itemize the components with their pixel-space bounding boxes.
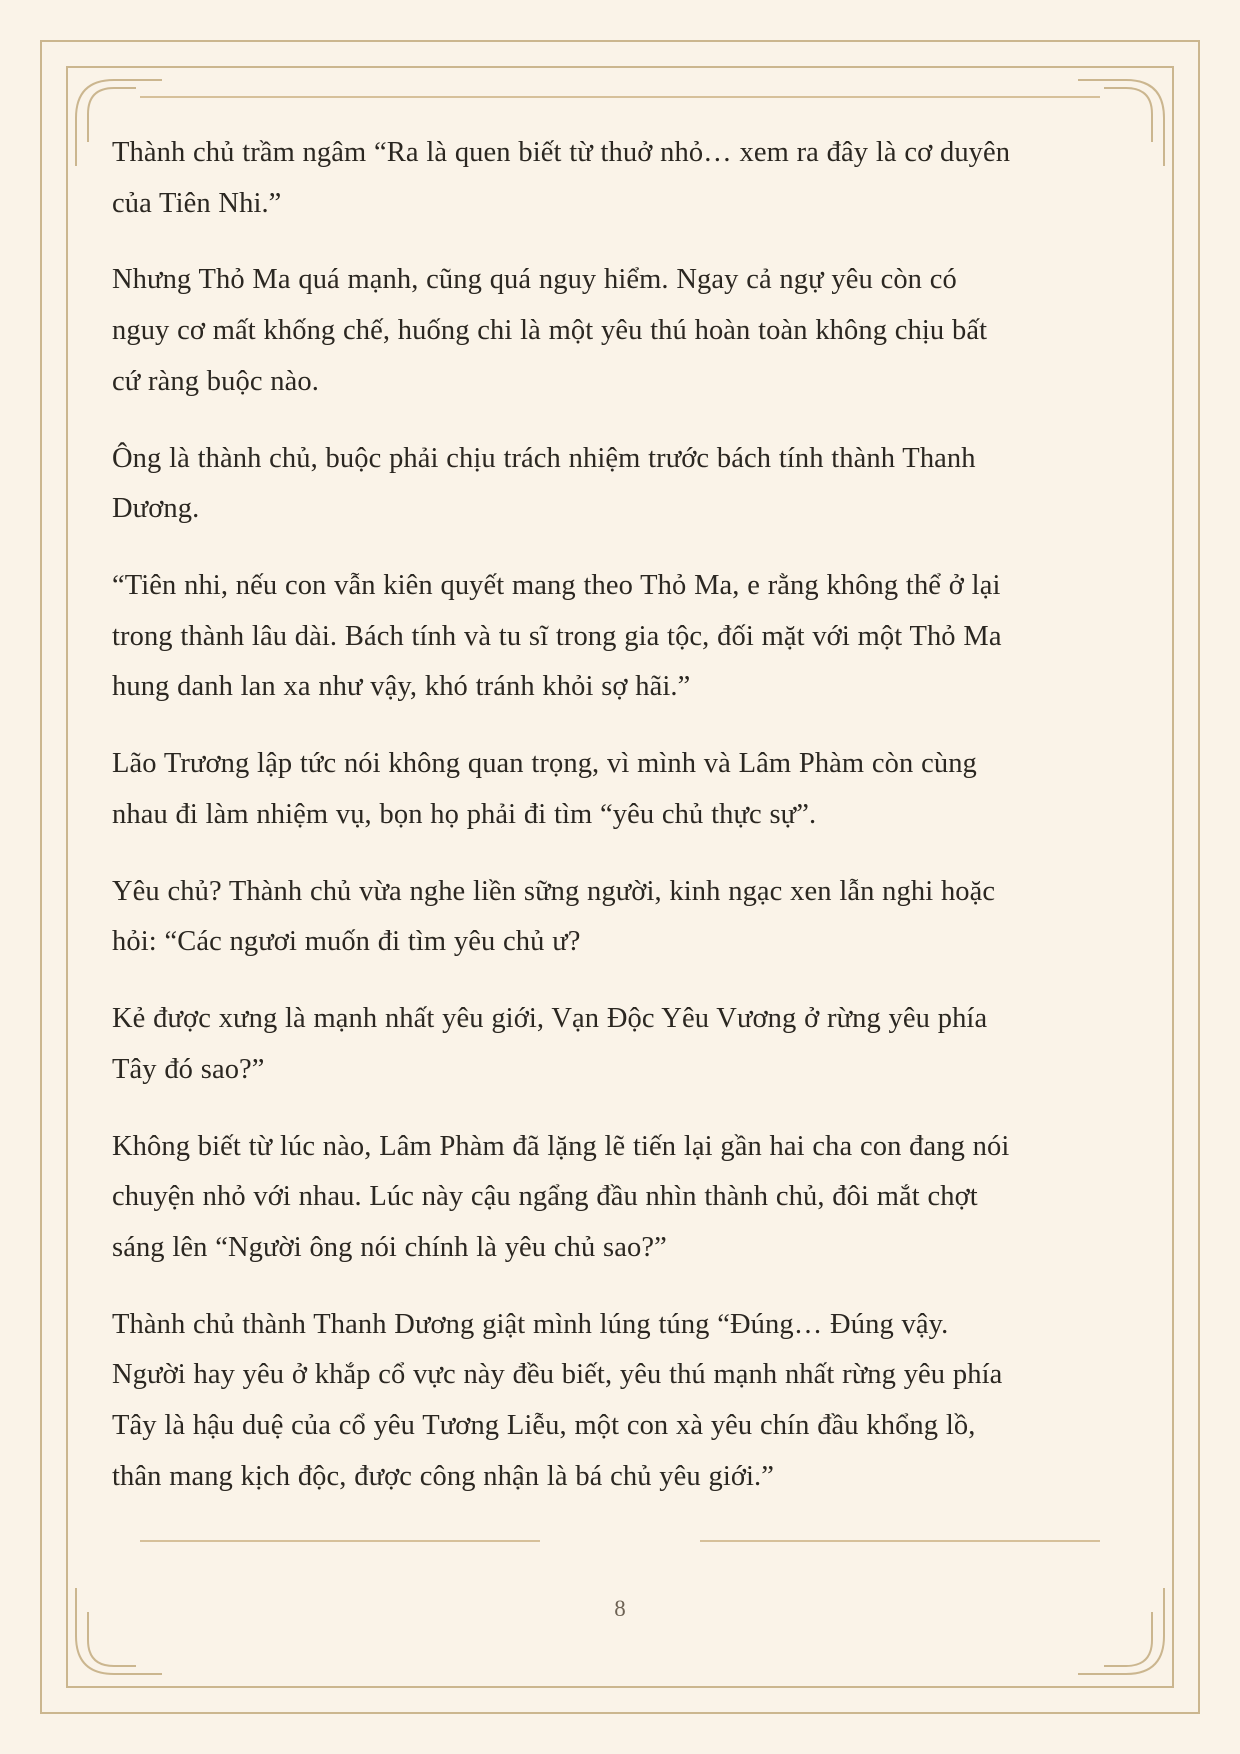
corner-ornament-bottom-right-icon	[1064, 1578, 1174, 1688]
paragraph: Không biết từ lúc nào, Lâm Phàm đã lặng lẽ tiến lại gần hai cha con đang nói chuyện nhỏ với nhau. Lúc này cậu ngẩng đầu nhìn thành chủ, đôi mắt chợt sáng lên “Người ông nói chính là yêu chủ sao?”	[112, 1130, 1010, 1263]
footer-divider-left	[140, 1540, 540, 1542]
footer-divider-right	[700, 1540, 1100, 1542]
paragraph: Thành chủ trầm ngâm “Ra là quen biết từ thuở nhỏ… xem ra đây là cơ duyên của Tiên Nhi.”	[112, 137, 1011, 219]
page-footer	[0, 1596, 1240, 1622]
paragraph: Nhưng Thỏ Ma quá mạnh, cũng quá nguy hiểm. Ngay cả ngự yêu còn có nguy cơ mất khống chế, huống chi là một yêu thú hoàn toàn không chịu bất cứ ràng buộc nào.	[112, 264, 988, 397]
page-number: 8	[614, 1596, 626, 1621]
page-text-body	[112, 128, 1012, 1529]
paragraph: Ông là thành chủ, buộc phải chịu trách nhiệm trước bách tính thành Thanh Dương.	[112, 442, 976, 525]
paragraph: “Tiên nhi, nếu con vẫn kiên quyết mang theo Thỏ Ma, e rằng không thể ở lại trong thành lâu dài. Bách tính và tu sĩ trong gia tộc, đối mặt với một Thỏ Ma hung danh lan xa như vậy, khó tránh khỏi sợ hãi.”	[112, 570, 1002, 703]
paragraph: Thành chủ thành Thanh Dương giật mình lúng túng “Đúng… Đúng vậy. Người hay yêu ở khắp cổ vực này đều biết, yêu thú mạnh nhất rừng yêu phía Tây là hậu duệ của cổ yêu Tương Liễu, một con xà yêu chín đầu khổng lồ, thân mang kịch độc, được công nhận là bá chủ yêu giới.”	[112, 1308, 1003, 1492]
paragraph: Kẻ được xưng là mạnh nhất yêu giới, Vạn Độc Yêu Vương ở rừng yêu phía Tây đó sao?”	[112, 1003, 988, 1085]
paragraph: Lão Trương lập tức nói không quan trọng, vì mình và Lâm Phàm còn cùng nhau đi làm nhiệm vụ, bọn họ phải đi tìm “yêu chủ thực sự”.	[112, 748, 977, 830]
corner-ornament-top-right-icon	[1064, 66, 1174, 176]
paragraph: Yêu chủ? Thành chủ vừa nghe liền sững người, kinh ngạc xen lẫn nghi hoặc hỏi: “Các ngươi muốn đi tìm yêu chủ ư?	[112, 875, 996, 958]
header-divider	[140, 96, 1100, 98]
corner-ornament-bottom-left-icon	[66, 1578, 176, 1688]
